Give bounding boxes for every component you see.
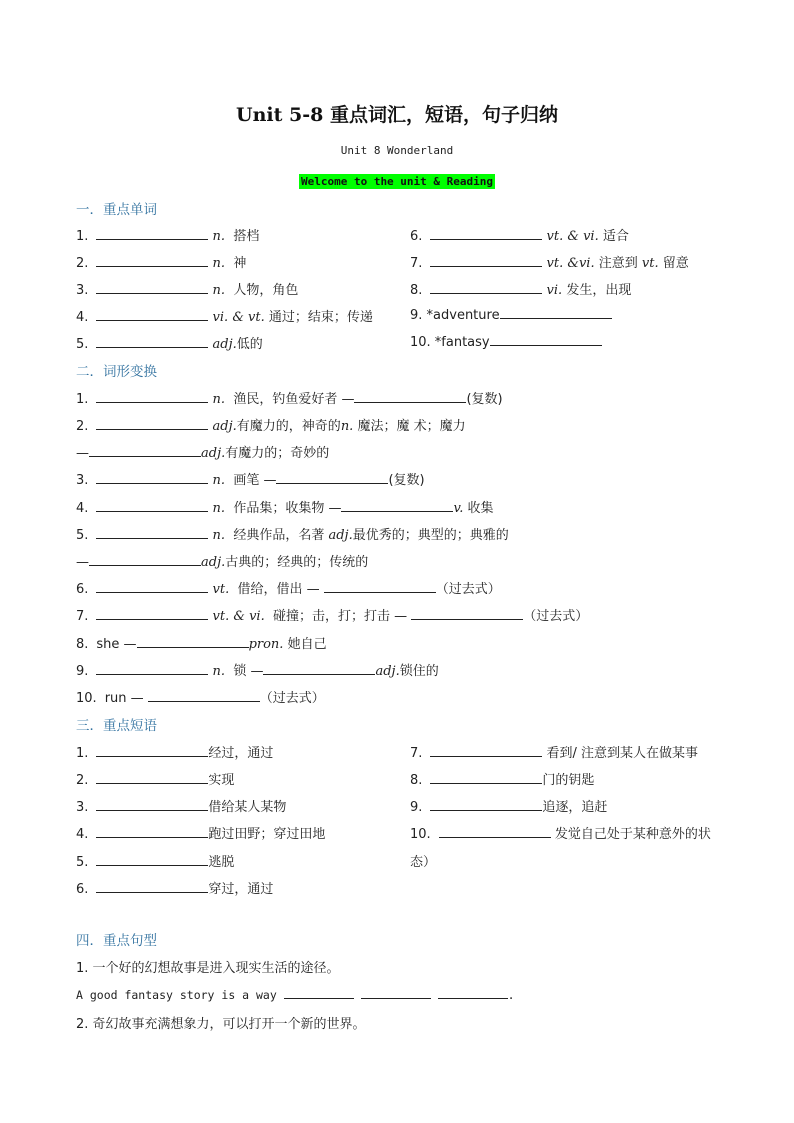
form-item-6: 6. vt. 借给，借出 — （过去式）	[76, 582, 501, 597]
answer-blank[interactable]	[500, 306, 612, 319]
word-item-2: 2. n. 神	[76, 256, 247, 271]
section-key-phrases: 三．重点短语	[76, 718, 157, 734]
answer-blank[interactable]	[438, 986, 508, 999]
phrase-item-6: 6. 穿过，通过	[76, 882, 274, 897]
answer-blank[interactable]	[96, 526, 208, 539]
answer-blank[interactable]	[89, 444, 201, 457]
answer-blank[interactable]	[490, 333, 602, 346]
form-item-2b: — adj.有魔力的；奇妙的	[76, 446, 330, 461]
phrase-item-9: 9. 追逐，追赶	[410, 800, 608, 815]
answer-blank[interactable]	[148, 689, 260, 702]
phrase-item-2: 2. 实现	[76, 773, 235, 788]
form-item-10: 10. run — （过去式）	[76, 691, 325, 706]
phrase-item-1: 1. 经过，通过	[76, 746, 274, 761]
answer-blank[interactable]	[96, 335, 208, 348]
word-item-4: 4. vi. & vt. 通过；结束；传递	[76, 310, 373, 325]
sentence-2-chinese: 2. 奇幻故事充满想象力，可以打开一个新的世界。	[76, 1017, 366, 1032]
word-item-9: 9. *adventure	[410, 306, 612, 323]
answer-blank[interactable]	[96, 880, 208, 893]
form-item-8: 8. she — pron. 她自己	[76, 637, 327, 652]
answer-blank[interactable]	[96, 744, 208, 757]
section-key-words: 一．重点单词	[76, 202, 157, 218]
word-item-5: 5. adj.低的	[76, 337, 263, 352]
answer-blank[interactable]	[96, 227, 208, 240]
phrase-item-3: 3. 借给某人某物	[76, 800, 287, 815]
answer-blank[interactable]	[89, 553, 201, 566]
phrase-item-10-cont: 态）	[410, 855, 437, 870]
highlighted-heading: Welcome to the unit & Reading	[300, 175, 494, 188]
phrase-item-7: 7. 看到/ 注意到某人在做某事	[410, 746, 699, 761]
answer-blank[interactable]	[96, 580, 208, 593]
answer-blank[interactable]	[96, 853, 208, 866]
form-item-7: 7. vt. & vi. 碰撞；击，打；打击 — （过去式）	[76, 609, 589, 624]
form-item-1: 1. n. 渔民，钓鱼爱好者 — (复数)	[76, 392, 503, 407]
answer-blank[interactable]	[324, 580, 436, 593]
answer-blank[interactable]	[96, 281, 208, 294]
page-title: Unit 5-8 重点词汇，短语，句子归纳	[236, 104, 558, 126]
answer-blank[interactable]	[276, 471, 388, 484]
answer-blank[interactable]	[284, 986, 354, 999]
sentence-1-english: A good fantasy story is a way .	[76, 988, 515, 1002]
answer-blank[interactable]	[341, 499, 453, 512]
section-highlight-wrap	[0, 170, 794, 189]
answer-blank[interactable]	[96, 825, 208, 838]
word-item-7: 7. vt. &vi. 注意到 vt. 留意	[410, 256, 689, 271]
word-item-6: 6. vt. & vi. 适合	[410, 229, 629, 244]
answer-blank[interactable]	[411, 607, 523, 620]
answer-blank[interactable]	[430, 254, 542, 267]
answer-blank[interactable]	[430, 771, 542, 784]
form-item-5: 5. n. 经典作品，名著 adj.最优秀的；典型的；典雅的	[76, 528, 509, 543]
form-item-2: 2. adj.有魔力的，神奇的n. 魔法；魔 术；魔力	[76, 419, 466, 434]
answer-blank[interactable]	[361, 986, 431, 999]
form-item-9: 9. n. 锁 — adj.锁住的	[76, 664, 439, 679]
answer-blank[interactable]	[263, 662, 375, 675]
phrase-item-5: 5. 逃脱	[76, 855, 235, 870]
phrase-item-8: 8. 门的钥匙	[410, 773, 595, 788]
word-item-1: 1. n. 搭档	[76, 229, 260, 244]
word-item-3: 3. n. 人物，角色	[76, 283, 299, 298]
answer-blank[interactable]	[96, 662, 208, 675]
answer-blank[interactable]	[96, 308, 208, 321]
answer-blank[interactable]	[96, 499, 208, 512]
answer-blank[interactable]	[96, 254, 208, 267]
phrase-item-10: 10. 发觉自己处于某种意外的状	[410, 827, 711, 842]
answer-blank[interactable]	[96, 607, 208, 620]
answer-blank[interactable]	[137, 635, 249, 648]
answer-blank[interactable]	[430, 227, 542, 240]
answer-blank[interactable]	[96, 417, 208, 430]
form-item-5b: — adj.古典的；经典的；传统的	[76, 555, 369, 570]
form-item-4: 4. n. 作品集；收集物 — v. 收集	[76, 501, 494, 516]
answer-blank[interactable]	[96, 471, 208, 484]
word-item-8: 8. vi. 发生，出现	[410, 283, 632, 298]
sentence-1-chinese: 1. 一个好的幻想故事是进入现实生活的途径。	[76, 961, 340, 976]
phrase-item-4: 4. 跑过田野；穿过田地	[76, 827, 326, 842]
answer-blank[interactable]	[96, 798, 208, 811]
answer-blank[interactable]	[439, 825, 551, 838]
form-item-3: 3. n. 画笔 — (复数)	[76, 473, 425, 488]
section-key-sentences: 四．重点句型	[76, 933, 157, 949]
answer-blank[interactable]	[430, 744, 542, 757]
answer-blank[interactable]	[354, 390, 466, 403]
answer-blank[interactable]	[430, 281, 542, 294]
answer-blank[interactable]	[96, 771, 208, 784]
unit-subtitle: Unit 8 Wonderland	[340, 144, 454, 157]
word-item-10: 10. *fantasy	[410, 333, 602, 350]
section-word-forms: 二．词形变换	[76, 364, 157, 380]
answer-blank[interactable]	[430, 798, 542, 811]
answer-blank[interactable]	[96, 390, 208, 403]
